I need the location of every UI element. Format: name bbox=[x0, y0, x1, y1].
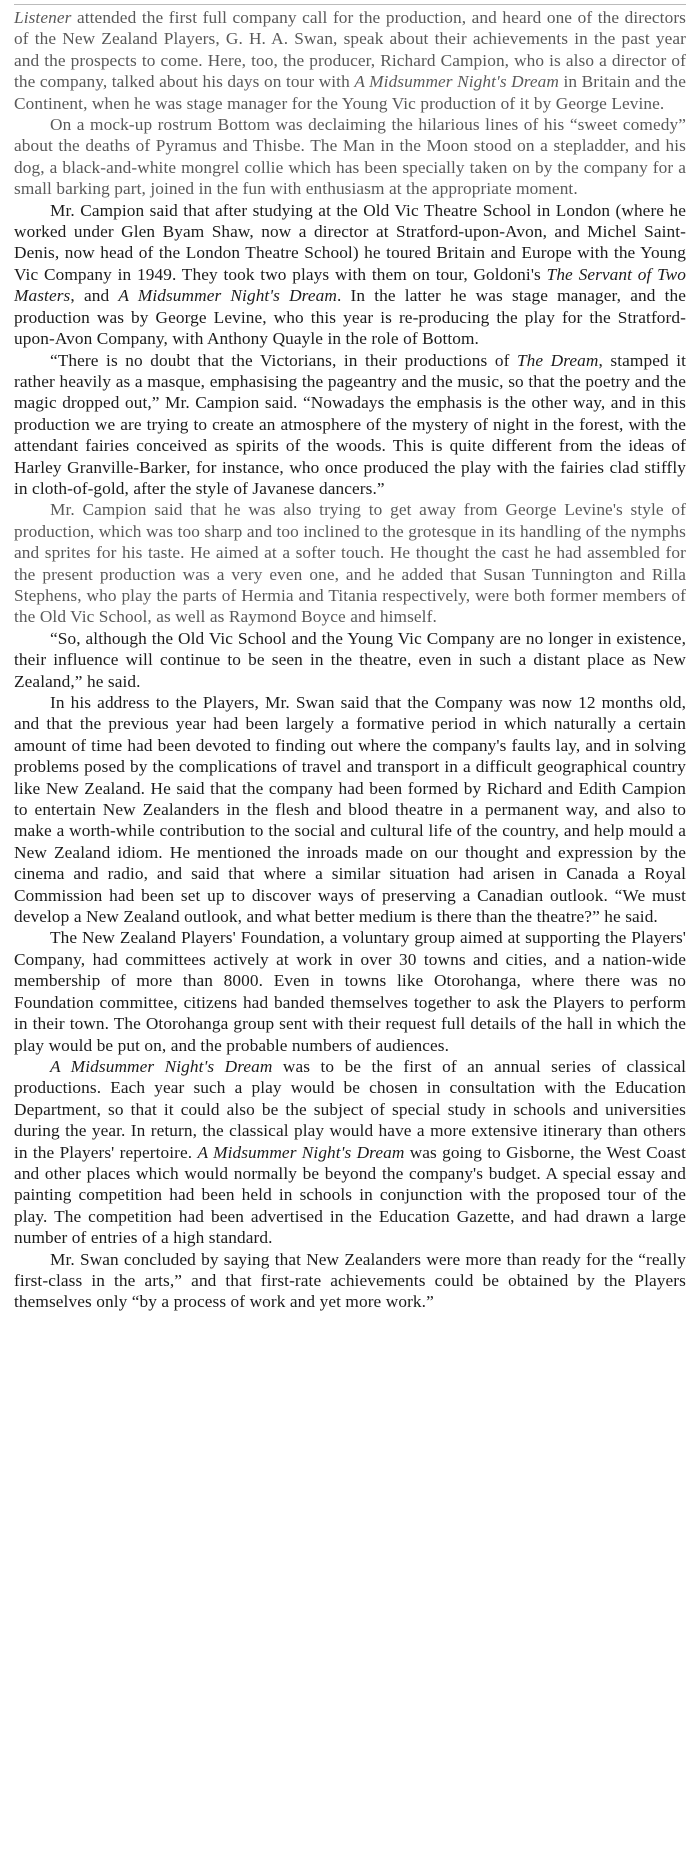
paragraph-5: Mr. Campion said that he was also trying to get away from George Levine's style of production, which was too sharp and too inclined to the grotesque in its handling of the nymphs and sprites for his taste. He aimed at a softer touch. He thought the cast he had assembled for the present production was a very even one, and he added that Susan Tunnington and Rilla Stephens, who play the parts of Hermia and Titania respectively, were both former members of the Old Vic School, as well as Raymond Boyce and himself. bbox=[14, 500, 686, 627]
article-body bbox=[14, 7, 686, 1313]
top-rule bbox=[14, 4, 686, 5]
play-title: The Dream bbox=[516, 350, 599, 370]
play-title: A Midsummer Night's Dream bbox=[354, 72, 560, 92]
publication-name: Listener bbox=[14, 8, 72, 27]
paragraph-1: Listener attended the first full company call for the production, and heard one of the directors of the New Zealand Players, G. H. A. Swan, speak about their achievements in the past year and the prospects to come. Here, too, the producer, Richard Campion, who is also a director of the company, talked about his days on tour with A Midsummer Night's Dream in Britain and the Continent, when he was stage manager for the Young Vic production of it by George Levine. bbox=[14, 8, 687, 113]
paragraph-6: “So, although the Old Vic School and the Young Vic Company are no longer in existence, their influence will continue to be seen in the theatre, even in such a distant place as New Zealand,” he said. bbox=[14, 628, 686, 691]
paragraph-10: Mr. Swan concluded by saying that New Zealanders were more than ready for the “really first-class in the arts,” and that first-rate achievements could be obtained by the Players themselves only “by a process of work and yet more work.” bbox=[14, 1249, 686, 1312]
play-title: A Midsummer Night's Dream bbox=[197, 1142, 405, 1162]
paragraph-2: On a mock-up rostrum Bottom was declaiming the hilarious lines of his “sweet comedy” about the deaths of Pyramus and Thisbe. The Man in the Moon stood on a stepladder, and his dog, a black-and-white mongrel collie which has been specially taken on by the company for a small barking part, joined in the fun with enthusiasm at the appropriate moment. bbox=[14, 115, 686, 199]
paragraph-8: The New Zealand Players' Foundation, a voluntary group aimed at supporting the Players' Company, had committees actively at work in over 30 towns and cities, and a nation-wide membership of more than 8000. Even in towns like Otorohanga, where there was no Foundation committee, citizens had banded themselves together to ask the Players to perform in their town. The Otorohanga group sent with their request full details of the hall in which the play would be put on, and the probable numbers of audiences. bbox=[14, 928, 686, 1055]
paragraph-3: Mr. Campion said that after studying at the Old Vic Theatre School in London (where he worked under Glen Byam Shaw, now a director at Stratford-upon-Avon, and Michel Saint-Denis, now head of the London Theatre School) he toured Britain and Europe with the Young Vic Company in 1949. They took two plays with them on tour, Goldoni's The Servant of Two Masters, and A Midsummer Night's Dream. In the latter he was stage manager, and the production was by George Levine, who this year is re-producing the play for the Stratford-upon-Avon Company, with Anthony Quayle in the role of Bottom. bbox=[14, 200, 686, 349]
play-title: A Midsummer Night's Dream bbox=[50, 1056, 273, 1076]
paragraph-7: In his address to the Players, Mr. Swan said that the Company was now 12 months old, and that the previous year had been largely a formative period in which naturally a certain amount of time had been devoted to finding out where the company's faults lay, and in solving problems posed by the complications of travel and transport in a difficult geographical country like New Zealand. He said that the company had been formed by Richard and Edith Campion to entertain New Zealanders in the flesh and blood theatre in a permanent way, and also to make a worth-while contribution to the social and cultural life of the country, and help mould a New Zealand idiom. He mentioned the inroads made on our thought and expression by the cinema and radio, and said that where a similar situation had arisen in Canada a Royal Commission had been set up to discover ways of preserving a Canadian outlook. “We must develop a New Zealand outlook, and what better medium is there than the theatre?” he said. bbox=[14, 693, 686, 927]
play-title: A Midsummer Night's Dream bbox=[118, 286, 337, 306]
paragraph-4: “There is no doubt that the Victorians, in their productions of The Dream, stamped it rather heavily as a masque, emphasising the pageantry and the music, so that the poetry and the magic dropped out,” Mr. Campion said. “Nowadays the emphasis is the other way, and in this production we are trying to create an atmosphere of the mystery of night in the forest, with the attendant fairies conceived as spirits of the woods. This is quite different from the ideas of Harley Granville-Barker, for instance, who once produced the play with the fairies clad stiffly in cloth-of-gold, after the style of Javanese dancers.” bbox=[14, 350, 687, 498]
play-title: The Servant of Two Masters bbox=[14, 264, 686, 306]
paragraph-9: A Midsummer Night's Dream was to be the first of an annual series of classical productions. Each year such a play would be chosen in consultation with the Education Department, so that it could also be the subject of special study in schools and universities during the year. In return, the classical play would have a more extensive itinerary than others in the Players' repertoire. A Midsummer Night's Dream was going to Gisborne, the West Coast and other places which would normally be beyond the company's budget. A special essay and painting competition had been held in schools in conjunction with the proposed tour of the play. The competition had been advertised in the Education Gazette, and had drawn a large number of entries of a high standard. bbox=[14, 1056, 686, 1248]
